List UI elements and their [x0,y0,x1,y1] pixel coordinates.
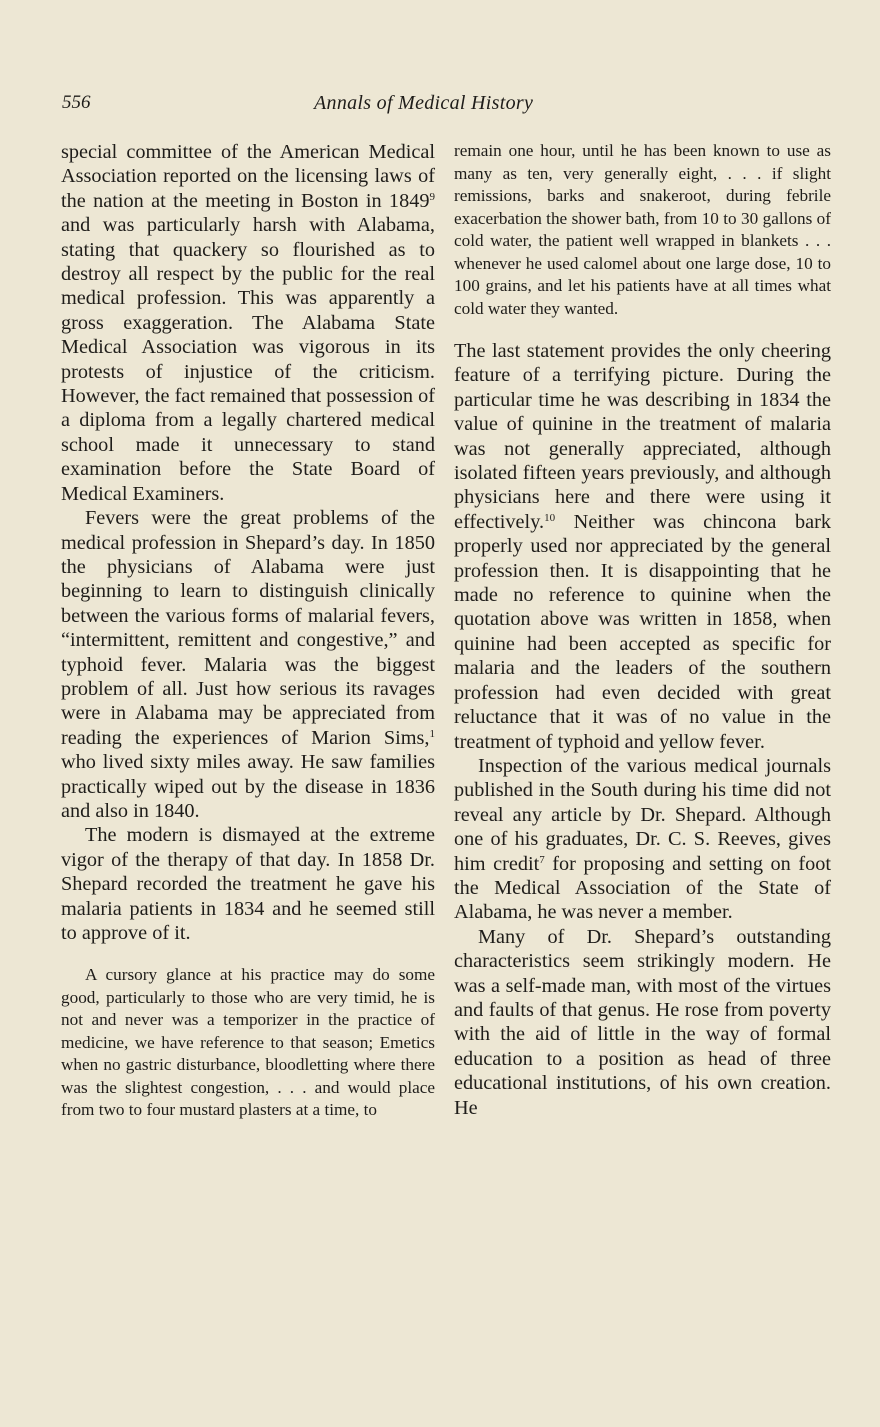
paragraph-characteristics: Many of Dr. Shepard’s outstanding characteristics seem strikingly modern. He was a self-made man, with most of the virtues and faults of that genus. He rose from poverty with the aid of little in the way of formal education to a position as head of three educational institutions, of his own creation. He [454,925,831,1119]
block-quote-continued: remain one hour, until he has been known to use as many as ten, very generally eight, . . . if slight remissions, barks and snakeroot, during febrile exacerbation the shower bath, from 10 to 30 gallons of cold water, the patient well wrapped in blankets . . . whenever he used calomel about one large dose, 10 to 100 grains, and let his patients have at all times what cold water they wanted. [454,141,831,318]
footnote-ref: 1 [429,727,435,740]
paragraph-fevers: Fevers were the great problems of the medical profession in Shepard’s day. In 1850 the physicians of Alabama were just beginning to learn to distinguish clinically between the various forms of malarial fevers, “intermittent, remittent and congestive,” and typhoid fever. Malaria was the biggest problem of all. Just how serious its ravages were in Alabama may be appreciated from reading the experiences of Marion Sims,$^1$ who lived sixty miles away. He saw families practically wiped out by the disease in 1836 and also in 1840. [61,507,435,822]
left-column [61,140,435,1122]
footnote-ref: 9 [429,190,435,203]
paragraph-quinine: The last statement provides the only cheering feature of a terrifying picture. During the particular time he was describing in 1834 the value of quinine in the treatment of malaria was not generally appreciated, although isolated fifteen years previously, and although physicians here and there were using it effectively.$^{10}$ Neither was chincona bark properly used nor appreciated by the general profession then. It is disappointing that he made no reference to quinine when the quotation above was written in 1858, when quinine had been accepted as specific for malaria and the leaders of the southern profession had even decided with great reluctance that it was of no value in the treatment of typhoid and yellow fever. [454,340,831,753]
paragraph-journals: Inspection of the various medical journals published in the South during his time did not reveal any article by Dr. Shepard. Although one of his graduates, Dr. C. S. Reeves, gives him credit$^7$ for proposing and setting on foot the Medical Association of the State of Alabama, he was never a member. [454,754,831,924]
paragraph-continued: special committee of the American Medical Association reported on the licensing laws of the nation at the meeting in Boston in 1849$^9$ and was particularly harsh with Alabama, stating that quackery so flourished as to destroy all respect by the public for the real medical profession. This was apparently a gross exaggeration. The Alabama State Medical Association was vigorous in its protests of injustice of the criticism. However, the fact remained that possession of a diploma from a legally chartered medical school made it unnecessary to stand examination before the State Board of Medical Examiners. [61,141,435,505]
paragraph-therapy: The modern is dismayed at the extreme vigor of the therapy of that day. In 1858 Dr. Shepard recorded the treatment he gave his malaria patients in 1834 and he seemed still to approve of it. [61,824,435,944]
running-header [62,92,818,122]
block-quote: A cursory glance at his practice may do some good, particularly to those who are very timid, he is not and never was a temporizer in the practice of medicine, we have reference to that season; Emetics when no gastric disturbance, bloodletting where there was the slightest congestion, . . . and would place from two to four mustard plasters at a time, to [61,965,435,1120]
journal-title: Annals of Medical History [314,92,534,114]
right-column [454,140,831,1120]
footnote-ref: 10 [544,511,556,524]
footnote-ref: 7 [539,853,545,866]
page-number: 556 [62,92,91,113]
